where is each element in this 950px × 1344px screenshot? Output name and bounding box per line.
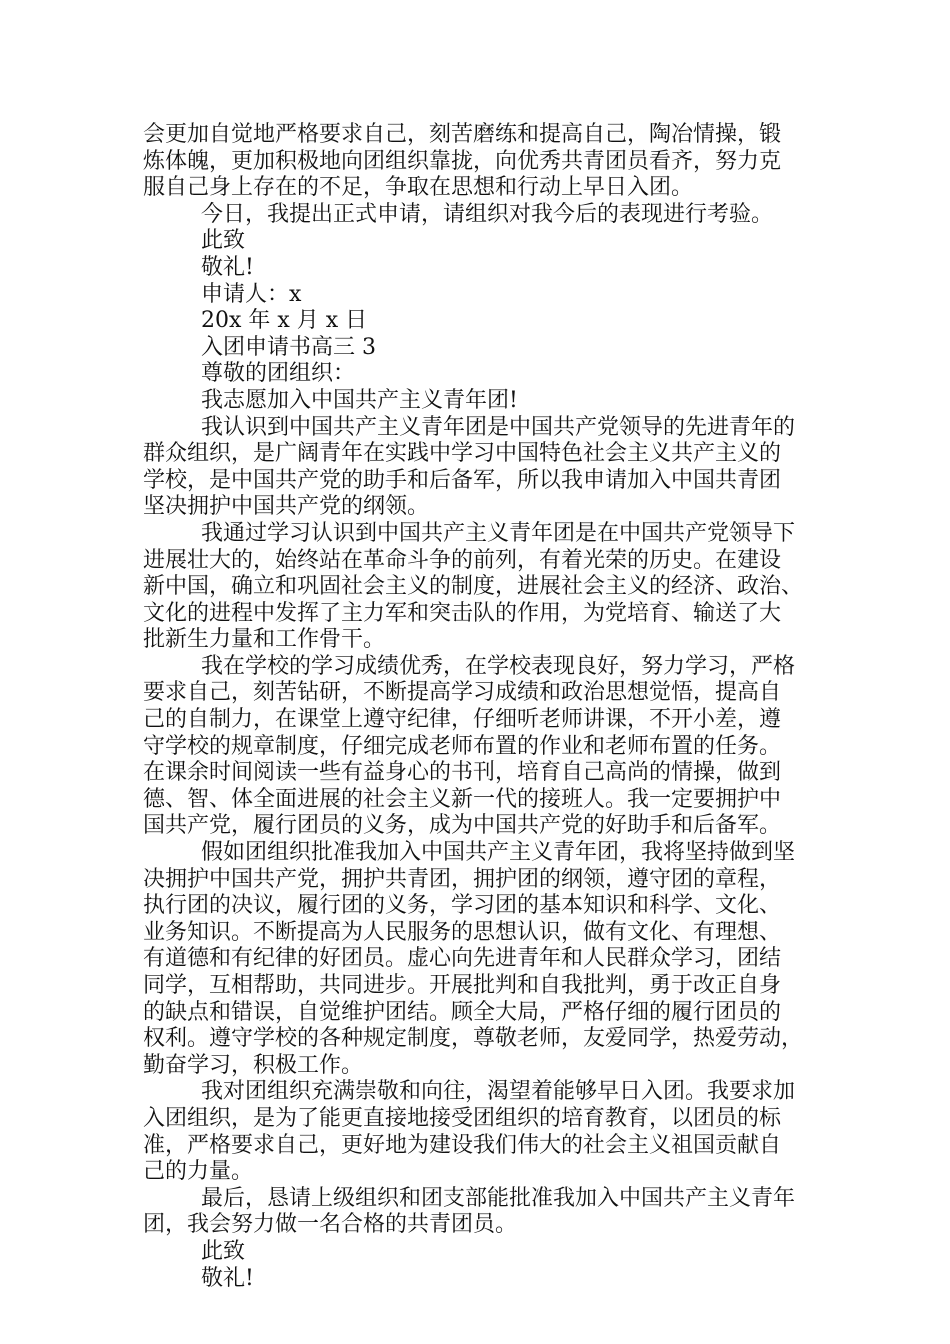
text-line: 我志愿加入中国共产主义青年团! xyxy=(201,387,518,413)
text-line: 新中国，确立和巩固社会主义的制度，进展社会主义的经济、政治、 xyxy=(143,574,804,600)
text-line: 己的自制力，在课堂上遵守纪律，仔细听老师讲课，不开小差，遵 xyxy=(143,707,782,733)
text-line: 我通过学习认识到中国共产主义青年团是在中国共产党领导下 xyxy=(201,520,796,546)
text-line: 勤奋学习，积极工作。 xyxy=(143,1052,364,1078)
text-line: 会更加自觉地严格要求自己，刻苦磨练和提高自己，陶冶情操，锻 xyxy=(143,122,782,147)
text-line: 炼体魄，更加积极地向团组织靠拢，向优秀共青团员看齐，努力克 xyxy=(143,148,782,174)
text-line: 学校，是中国共产党的助手和后备军，所以我申请加入中国共青团 xyxy=(143,467,782,493)
text-line: 今日，我提出正式申请，请组织对我今后的表现进行考验。 xyxy=(201,201,774,227)
text-line: 守学校的规章制度，仔细完成老师布置的作业和老师布置的任务。 xyxy=(143,733,782,759)
text-line: 坚决拥护中国共产党的纲领。 xyxy=(143,494,430,520)
text-line: 德、智、体全面进展的社会主义新一代的接班人。我一定要拥护中 xyxy=(143,786,782,812)
text-line: 进展壮大的，始终站在革命斗争的前列，有着光荣的历史。在建设 xyxy=(143,547,782,573)
text-line: 己的力量。 xyxy=(143,1159,254,1185)
text-line: 服自己身上存在的不足，争取在思想和行动上早日入团。 xyxy=(143,175,694,201)
text-line: 敬礼! xyxy=(201,254,254,280)
text-line: 权利。遵守学校的各种规定制度，尊敬老师，友爱同学，热爱劳动， xyxy=(143,1026,804,1052)
text-line: 同学，互相帮助，共同进步。开展批判和自我批判，勇于改正自身 xyxy=(143,973,782,998)
text-line: 我在学校的学习成绩优秀，在学校表现良好，努力学习，严格 xyxy=(201,653,796,679)
text-line: 批新生力量和工作骨干。 xyxy=(143,627,386,653)
text-line: 假如团组织批准我加入中国共产主义青年团，我将坚持做到坚 xyxy=(201,840,796,866)
text-line: 国共产党，履行团员的义务，成为中国共产党的好助手和后备军。 xyxy=(143,813,782,839)
text-line: 的缺点和错误，自觉维护团结。顾全大局，严格仔细的履行团员的 xyxy=(143,999,782,1025)
text-line: 要求自己，刻苦钻研，不断提高学习成绩和政治思想觉悟，提高自 xyxy=(143,680,782,706)
text-line: 尊敬的团组织： xyxy=(201,361,356,387)
text-line: 申请人：x xyxy=(201,281,302,307)
text-line: 文化的进程中发挥了主力军和突击队的作用，为党培育、输送了大 xyxy=(143,600,782,626)
document-body xyxy=(143,122,815,1292)
text-line: 群众组织，是广阔青年在实践中学习中国特色社会主义共产主义的 xyxy=(143,441,782,467)
text-line: 在课余时间阅读一些有益身心的书刊，培育自己高尚的情操，做到 xyxy=(143,760,782,786)
text-line: 入团组织，是为了能更直接地接受团组织的培育教育，以团员的标 xyxy=(143,1105,782,1131)
text-line: 准，严格要求自己，更好地为建设我们伟大的社会主义祖国贡献自 xyxy=(143,1132,782,1158)
text-line: 20x 年 x 月 x 日 xyxy=(201,308,368,334)
text-line: 最后，恳请上级组织和团支部能批准我加入中国共产主义青年 xyxy=(201,1185,796,1211)
text-line: 入团申请书高三 3 xyxy=(201,334,376,360)
text-line: 我对团组织充满崇敬和向往，渴望着能够早日入团。我要求加 xyxy=(201,1079,796,1105)
text-line: 执行团的决议，履行团的义务，学习团的基本知识和科学、文化、 xyxy=(143,893,782,919)
text-line: 此致 xyxy=(201,228,246,254)
text-line: 敬礼! xyxy=(201,1265,254,1291)
text-line: 我认识到中国共产主义青年团是中国共产党领导的先进青年的 xyxy=(201,414,796,440)
text-line: 决拥护中国共产党，拥护共青团，拥护团的纲领，遵守团的章程， xyxy=(143,866,782,892)
text-line: 业务知识。不断提高为人民服务的思想认识，做有文化、有理想、 xyxy=(143,919,782,945)
text-line: 有道德和有纪律的好团员。虚心向先进青年和人民群众学习，团结 xyxy=(143,946,782,972)
text-line: 团，我会努力做一名合格的共青团员。 xyxy=(143,1212,518,1238)
text-line: 此致 xyxy=(201,1238,246,1264)
